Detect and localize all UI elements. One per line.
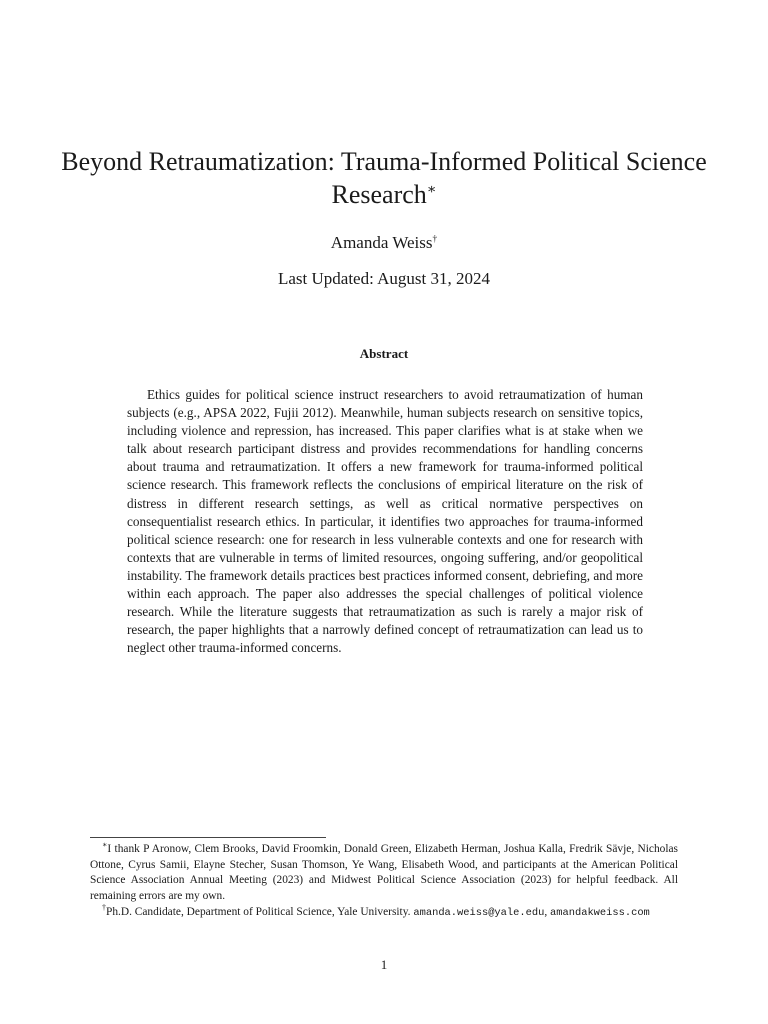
- author-footnote-marker: †: [432, 234, 438, 245]
- abstract-heading: Abstract: [359, 346, 409, 361]
- title-footnote-marker: ∗: [426, 181, 437, 198]
- abstract-body: Ethics guides for political science instruct researchers to avoid retraumatization of human subjects (e.g., APSA 2022, Fujii 2012). Meanwhile, human subjects research on sensitive topics, including violence and repression, has increased. This paper clarifies what is at stake when we talk about research participant distress and provides recommendations for handling concerns about trauma and retraumatization. It offers a new framework for trauma-informed political science research. This framework reflects the conclusions of empirical literature on the risk of distress in different research settings, as well as critical normative perspectives on consequentialist research ethics. In particular, it identifies two approaches for trauma-informed political science research: one for research in less vulnerable contexts and one for research with contexts that are vulnerable in terms of limited resources, ongoing suffering, and/or geopolitical instability. The framework details practices best practices informed consent, debriefing, and more within each approach. The paper also addresses the special challenges of political violence research. While the literature suggests that retraumatization as such is rarely a major risk of research, the paper highlights that a narrowly defined concept of retraumatization can lead us to neglect other trauma-informed concerns.: [127, 387, 643, 656]
- footnote-text: I thank P Aronow, Clem Brooks, David Froomkin, Donald Green, Elizabeth Herman, Joshua Kalla, Fredrik Sävje, Nicholas Ottone, Cyrus Samii, Elayne Stecher, Susan Thomson, Ye Wang, Elisabeth Wood, and participants at the American Political Science Association Annual Meeting (2023) and Midwest Political Science Association (2023) for helpful feedback. All remaining errors are my own.: [90, 843, 678, 902]
- footnote-rule: [90, 837, 326, 838]
- page-number: 1: [380, 957, 388, 972]
- footnote-marker: †: [102, 903, 106, 913]
- footnotes: [90, 842, 678, 922]
- paper-title-text: Beyond Retraumatization: Trauma-Informed Political Science Research: [61, 147, 707, 209]
- footnote-affiliation: [90, 905, 678, 922]
- author-website[interactable]: amandakweiss.com: [550, 907, 650, 920]
- paper-title: [60, 145, 708, 211]
- footnote-marker: ∗: [102, 840, 108, 850]
- author-email[interactable]: amanda.weiss@yale.edu: [413, 907, 545, 920]
- footnote-text: Ph.D. Candidate, Department of Political Science, Yale University.: [105, 906, 414, 919]
- footnote-separator: ,: [544, 906, 551, 919]
- author-name: Amanda Weiss: [330, 233, 433, 252]
- paper-date: Last Updated: August 31, 2024: [277, 269, 490, 288]
- paper-author: [0, 232, 768, 254]
- footnote-acknowledgements: [90, 842, 678, 904]
